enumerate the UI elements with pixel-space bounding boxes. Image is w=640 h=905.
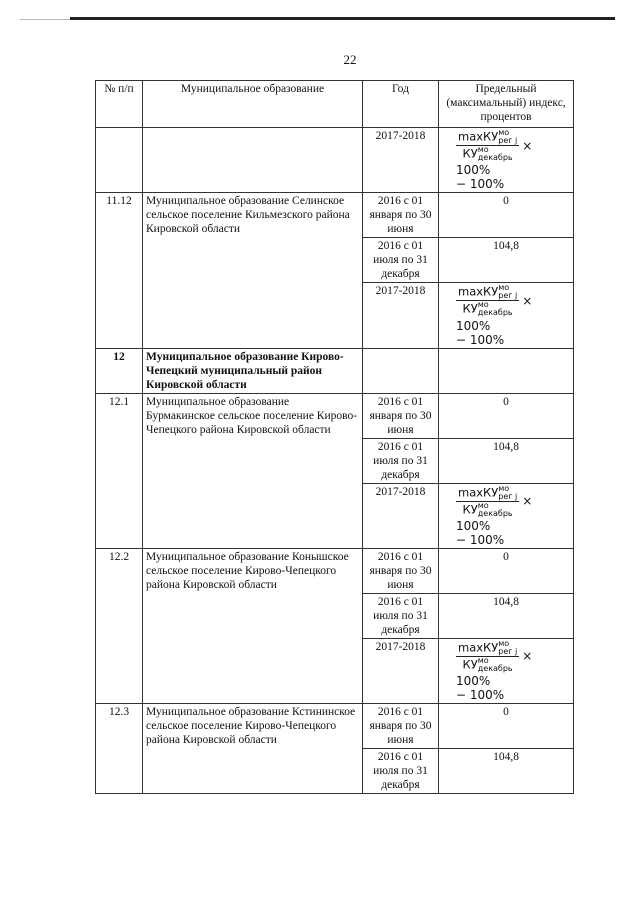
formula-cell — [439, 283, 574, 348]
header-year: Год — [363, 81, 439, 128]
row-name — [143, 128, 363, 193]
index-formula: maxКУ мо рег j КУ мо декабрь × 100% − 100% — [456, 638, 533, 702]
row-name: Муниципальное образование Кирово-Чепецкий муниципальный район Кировской области — [143, 348, 363, 393]
table-row — [96, 704, 574, 749]
table-row — [96, 348, 574, 393]
top-rule — [70, 17, 615, 20]
row-num: 11.12 — [96, 193, 143, 348]
year-cell — [363, 348, 439, 393]
row-name: Муниципальное образование Селинское сельское поселение Кильмезского района Кировской области — [143, 193, 363, 348]
year-cell: 2016 с 01 июля по 31 декабря — [363, 593, 439, 638]
index-value — [439, 348, 574, 393]
row-num: 12.1 — [96, 393, 143, 548]
index-table — [95, 80, 574, 794]
index-value: 0 — [439, 548, 574, 593]
year-cell: 2016 с 01 января по 30 июня — [363, 704, 439, 749]
table-row — [96, 393, 574, 438]
year-cell: 2016 с 01 января по 30 июня — [363, 193, 439, 238]
year-cell: 2017-2018 — [363, 128, 439, 193]
row-num: 12.2 — [96, 548, 143, 703]
index-formula: maxКУ мо рег j КУ мо декабрь × 100% − 100% — [456, 483, 533, 547]
year-cell: 2016 с 01 июля по 31 декабря — [363, 749, 439, 794]
index-formula: maxКУ мо рег j КУ мо декабрь × 100% − 100% — [456, 283, 533, 347]
year-cell: 2016 с 01 января по 30 июня — [363, 548, 439, 593]
index-value: 104,8 — [439, 438, 574, 483]
year-cell: 2017-2018 — [363, 638, 439, 703]
top-rule-thin — [20, 19, 70, 20]
year-cell: 2017-2018 — [363, 283, 439, 348]
index-value: 0 — [439, 193, 574, 238]
index-value: 0 — [439, 704, 574, 749]
table-row — [96, 548, 574, 593]
header-index: Предельный (максимальный) индекс, процентов — [439, 81, 574, 128]
page-number: 22 — [343, 52, 357, 67]
table-row — [96, 128, 574, 193]
row-num — [96, 128, 143, 193]
year-cell: 2016 с 01 июля по 31 декабря — [363, 238, 439, 283]
formula-cell — [439, 638, 574, 703]
row-num: 12.3 — [96, 704, 143, 794]
formula-cell — [439, 128, 574, 193]
row-name: Муниципальное образование Кстининское сельское поселение Кирово-Чепецкого района Кировской области — [143, 704, 363, 794]
index-value: 104,8 — [439, 749, 574, 794]
index-value: 104,8 — [439, 238, 574, 283]
formula-cell — [439, 483, 574, 548]
row-num: 12 — [96, 348, 143, 393]
row-name: Муниципальное образование Бурмакинское сельское поселение Кирово-Чепецкого района Кировской области — [143, 393, 363, 548]
index-value: 104,8 — [439, 593, 574, 638]
year-cell: 2016 с 01 июля по 31 декабря — [363, 438, 439, 483]
year-cell: 2016 с 01 января по 30 июня — [363, 393, 439, 438]
table-header-row — [96, 81, 574, 128]
table-row — [96, 193, 574, 238]
header-municipality: Муниципальное образование — [143, 81, 363, 128]
header-num: № п/п — [96, 81, 143, 128]
year-cell: 2017-2018 — [363, 483, 439, 548]
index-formula: maxКУ мо рег j КУ мо декабрь × 100% − 100% — [456, 128, 533, 192]
row-name: Муниципальное образование Конышское сельское поселение Кирово-Чепецкого района Кировской области — [143, 548, 363, 703]
index-value: 0 — [439, 393, 574, 438]
